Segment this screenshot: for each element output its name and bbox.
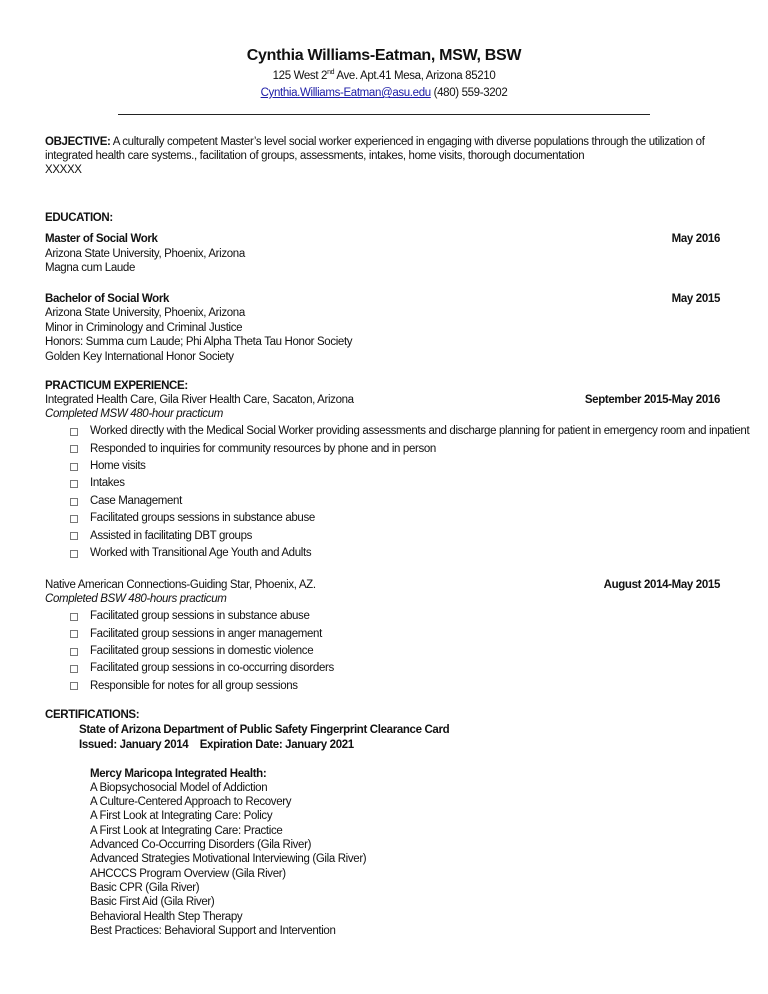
bsw-minor: Minor in Criminology and Criminal Justice <box>45 322 243 334</box>
bullet-box-icon <box>70 665 78 673</box>
clearance-dates: Issued: January 2014 Expiration Date: January 2021 <box>79 739 354 751</box>
practicum-1-org: Integrated Health Care, Gila River Health Care, Sacaton, Arizona <box>45 394 354 406</box>
address: 125 West 2nd Ave. Apt.41 Mesa, Arizona 85210 <box>272 69 496 82</box>
bullet-box-icon <box>70 682 78 690</box>
bullet-box-icon <box>70 480 78 488</box>
certifications-heading: CERTIFICATIONS: <box>45 709 140 721</box>
list-item: Behavioral Health Step Therapy <box>90 911 243 923</box>
list-item: Assisted in facilitating DBT groups <box>90 530 253 542</box>
phone: (480) 559-3202 <box>430 87 508 99</box>
list-item: Advanced Co-Occurring Disorders (Gila River) <box>90 839 312 851</box>
list-item: Intakes <box>90 477 125 489</box>
list-item: Home visits <box>90 460 146 472</box>
list-item: Best Practices: Behavioral Support and Intervention <box>90 925 336 937</box>
bullet-box-icon <box>70 463 78 471</box>
bsw-degree: Bachelor of Social Work <box>45 293 170 305</box>
list-item: Facilitated group sessions in substance abuse <box>90 610 310 622</box>
list-item: A First Look at Integrating Care: Practice <box>90 825 283 837</box>
practicum-2-dates: August 2014-May 2015 <box>603 579 720 591</box>
list-item: AHCCCS Program Overview (Gila River) <box>90 868 286 880</box>
list-item: Responsible for notes for all group sessions <box>90 680 298 692</box>
email-link[interactable]: Cynthia.Williams-Eatman@asu.edu <box>260 87 431 99</box>
header-divider <box>118 114 650 115</box>
bullet-box-icon <box>70 498 78 506</box>
education-heading: EDUCATION: <box>45 212 113 224</box>
msw-school: Arizona State University, Phoenix, Arizona <box>45 248 245 260</box>
bsw-honors: Honors: Summa cum Laude; Phi Alpha Theta Tau Honor Society <box>45 336 353 348</box>
list-item: Worked with Transitional Age Youth and Adults <box>90 547 312 559</box>
mercy-heading: Mercy Maricopa Integrated Health: <box>90 768 267 780</box>
list-item: A Biopsychosocial Model of Addiction <box>90 782 268 794</box>
list-item: Basic First Aid (Gila River) <box>90 896 215 908</box>
msw-degree: Master of Social Work <box>45 233 158 245</box>
objective-paragraph: OBJECTIVE: A culturally competent Master’s level social worker experienced in engaging with diverse populations through the utilization of integrated health care systems., facilitation of groups, assessments, intakes, home visits, thorough documentation <box>45 136 705 163</box>
list-item: Advanced Strategies Motivational Interviewing (Gila River) <box>90 853 367 865</box>
list-item: Facilitated group sessions in co-occurring disorders <box>90 662 334 674</box>
bullet-box-icon <box>70 550 78 558</box>
list-item: Case Management <box>90 495 182 507</box>
practicum-heading: PRACTICUM EXPERIENCE: <box>45 380 188 392</box>
bsw-date: May 2015 <box>671 293 720 305</box>
clearance-card: State of Arizona Department of Public Safety Fingerprint Clearance Card <box>79 724 450 736</box>
msw-honor: Magna cum Laude <box>45 262 136 274</box>
objective-extra: XXXXX <box>45 164 82 176</box>
bullet-box-icon <box>70 630 78 638</box>
bullet-box-icon <box>70 648 78 656</box>
bullet-box-icon <box>70 515 78 523</box>
bsw-school: Arizona State University, Phoenix, Arizona <box>45 307 245 319</box>
bsw-society: Golden Key International Honor Society <box>45 351 234 363</box>
bullet-box-icon <box>70 532 78 540</box>
list-item: Facilitated group sessions in anger management <box>90 628 322 640</box>
list-item: A First Look at Integrating Care: Policy <box>90 810 273 822</box>
msw-date: May 2016 <box>671 233 720 245</box>
practicum-1-dates: September 2015-May 2016 <box>584 394 720 406</box>
practicum-2-note: Completed BSW 480-hours practicum <box>45 593 227 605</box>
practicum-1-note: Completed MSW 480-hour practicum <box>45 408 223 420</box>
bullet-box-icon <box>70 428 78 436</box>
list-item: Facilitated groups sessions in substance abuse <box>90 512 315 524</box>
bullet-box-icon <box>70 613 78 621</box>
list-item: Worked directly with the Medical Social Worker providing assessments and discharge planning for patient in emergency room and inpatient <box>90 425 750 437</box>
list-item: A Culture-Centered Approach to Recovery <box>90 796 292 808</box>
bullet-box-icon <box>70 445 78 453</box>
list-item: Basic CPR (Gila River) <box>90 882 200 894</box>
list-item: Responded to inquiries for community resources by phone and in person <box>90 443 436 455</box>
contact-line <box>0 87 768 99</box>
practicum-2-org: Native American Connections-Guiding Star, Phoenix, AZ. <box>45 579 316 591</box>
candidate-name: Cynthia Williams-Eatman, MSW, BSW <box>246 47 522 64</box>
list-item: Facilitated group sessions in domestic violence <box>90 645 314 657</box>
